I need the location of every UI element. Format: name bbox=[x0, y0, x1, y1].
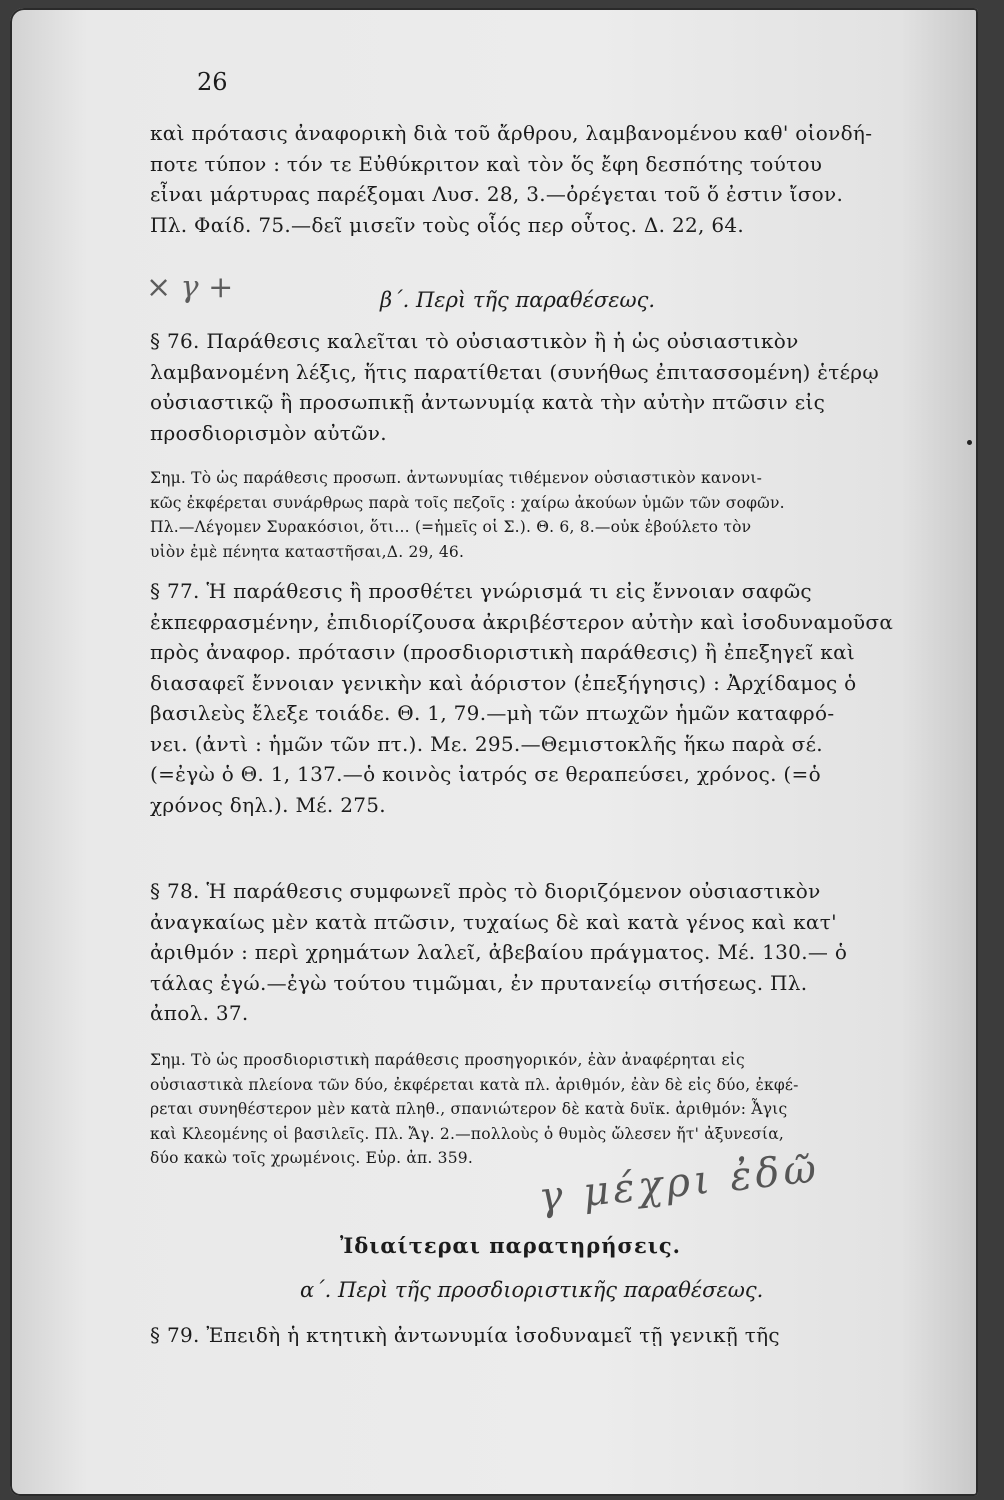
text-line: § 78. Ἡ παράθεσις συμφωνεῖ πρὸς τὸ διοριζόμενον οὐσιαστικὸν bbox=[150, 879, 821, 903]
text-line: διασαφεῖ ἔννοιαν γενικὴν καὶ ἀόριστον (ἐπεξήγησις) : Ἀρχίδαμος ὁ bbox=[150, 670, 857, 695]
text-line: τάλας ἐγώ.—ἐγὼ τούτου τιμῶμαι, ἐν πρυτανείῳ σιτήσεως. Πλ. bbox=[150, 970, 808, 995]
text-line: § 79. Ἐπειδὴ ἡ κτητικὴ ἀντωνυμία ἰσοδυναμεῖ τῇ γενικῇ τῆς bbox=[150, 1323, 780, 1347]
text-line: § 76. Παράθεσις καλεῖται τὸ οὐσιαστικὸν ἢ ἡ ὡς οὐσιαστικὸν bbox=[150, 329, 799, 353]
text-line: προσδιορισμὸν αὐτῶν. bbox=[150, 420, 387, 445]
book-page bbox=[10, 8, 978, 1496]
paragraph-78 bbox=[150, 876, 940, 1029]
paragraph-79 bbox=[150, 1320, 940, 1351]
text-line: § 77. Ἡ παράθεσις ἢ προσθέτει γνώρισμά τι εἰς ἔννοιαν σαφῶς bbox=[150, 579, 812, 603]
ink-dot bbox=[967, 440, 972, 445]
text-line: οὐσιαστικῷ ἢ προσωπικῇ ἀντωνυμίᾳ κατὰ τὴν αὐτὴν πτῶσιν εἰς bbox=[150, 390, 826, 414]
section-heading-beta: β΄. Περὶ τῆς παραθέσεως. bbox=[380, 288, 656, 312]
text-line: ποτε τύπον : τόν τε Εὐθύκριτον καὶ τὸν ὅς ἔφη δεσπότης τούτου bbox=[150, 151, 823, 176]
paragraph-77 bbox=[150, 576, 940, 820]
text-line: ἀπολ. 37. bbox=[150, 1001, 249, 1025]
text-line: εἶναι μάρτυρας παρέξομαι Λυσ. 28, 3.—ὀρέγεται τοῦ ὅ ἐστιν ἴσον. bbox=[150, 182, 844, 206]
text-line: υἱὸν ἐμὲ πένητα καταστῆσαι,Δ. 29, 46. bbox=[150, 542, 465, 561]
text-line: ἐκπεφρασμένην, ἐπιδιορίζουσα ἀκριβέστερον αὐτὴν καὶ ἰσοδυναμοῦσα bbox=[150, 609, 894, 634]
section-heading-alpha: α΄. Περὶ τῆς προσδιοριστικῆς παραθέσεως. bbox=[300, 1278, 764, 1302]
note-78 bbox=[150, 1048, 940, 1171]
page-number: 26 bbox=[197, 68, 228, 96]
text-line: Σημ. Τὸ ὡς προσδιοριστικὴ παράθεσις προσηγορικόν, ἐὰν ἀναφέρηται εἰς bbox=[150, 1051, 745, 1069]
note-76 bbox=[150, 466, 940, 564]
text-line: νει. (ἀντὶ : ἡμῶν τῶν πτ.). Με. 295.—Θεμιστοκλῆς ἥκω παρὰ σέ. bbox=[150, 731, 823, 756]
text-line: Πλ.—Λέγομεν Συρακόσιοι, ὅτι... (=ἡμεῖς οἱ Σ.). Θ. 6, 8.—οὐκ ἐβούλετο τὸν bbox=[150, 518, 752, 536]
text-line: καὶ Κλεομένης οἱ βασιλεῖς. Πλ. Ἄγ. 2.—πολλοὺς ὁ θυμὸς ὤλεσεν ἤτ' ἀξυνεσία, bbox=[150, 1124, 784, 1143]
text-line: (=ἐγὼ ὁ Θ. 1, 137.—ὁ κοινὸς ἰατρός σε θεραπεύσει, χρόνος. (=ὁ bbox=[150, 762, 821, 786]
text-line: ἀναγκαίως μὲν κατὰ πτῶσιν, τυχαίως δὲ καὶ κατὰ γένος καὶ κατ' bbox=[150, 909, 837, 934]
text-line: κῶς ἐκφέρεται συνάρθρως παρὰ τοῖς πεζοῖς : χαίρω ἀκούων ὑμῶν τῶν σοφῶν. bbox=[150, 493, 785, 512]
text-line: ἀριθμόν : περὶ χρημάτων λαλεῖ, ἀβεβαίου πράγματος. Μέ. 130.— ὁ bbox=[150, 940, 848, 964]
text-line: ρεται συνηθέστερον μὲν κατὰ πληθ., σπανιώτερον δὲ κατὰ δυϊκ. ἀριθμόν: Ἆγις bbox=[150, 1100, 788, 1118]
section-heading-special: Ἰδιαίτεραι παρατηρήσεις. bbox=[340, 1233, 681, 1258]
text-line: πρὸς ἀναφορ. πρότασιν (προσδιοριστικὴ παράθεσις) ἢ ἐπεξηγεῖ καὶ bbox=[150, 640, 856, 664]
text-line: χρόνος δηλ.). Μέ. 275. bbox=[150, 792, 386, 817]
text-line: οὐσιαστικὰ πλείονα τῶν δύο, ἐκφέρεται κατὰ πλ. ἀριθμόν, ἐὰν δὲ εἰς δύο, ἐκφέ- bbox=[150, 1075, 799, 1094]
text-line: Πλ. Φαίδ. 75.—δεῖ μισεῖν τοὺς οἷός περ οὗτος. Δ. 22, 64. bbox=[150, 212, 745, 237]
top-paragraph bbox=[150, 118, 940, 240]
paragraph-76 bbox=[150, 326, 940, 448]
text-line: λαμβανομένη λέξις, ἥτις παρατίθεται (συνήθως ἐπιτασσομένη) ἑτέρῳ bbox=[150, 359, 879, 384]
margin-pencil-mark: × γ + bbox=[146, 270, 234, 305]
text-line: καὶ πρότασις ἀναφορικὴ διὰ τοῦ ἄρθρου, λαμβανομένου καθ' οἱονδή- bbox=[150, 121, 873, 145]
handwritten-note: γ μέχρι ἐδῶ bbox=[536, 1145, 823, 1221]
text-line: δύο κακὼ τοῖς χρωμένοις. Εὐρ. ἀπ. 359. bbox=[150, 1149, 473, 1167]
text-line: βασιλεὺς ἔλεξε τοιάδε. Θ. 1, 79.—μὴ τῶν πτωχῶν ἡμῶν καταφρό- bbox=[150, 701, 835, 725]
text-line: Σημ. Τὸ ὡς παράθεσις προσωπ. ἀντωνυμίας τιθέμενον οὐσιαστικὸν κανονι- bbox=[150, 469, 763, 487]
